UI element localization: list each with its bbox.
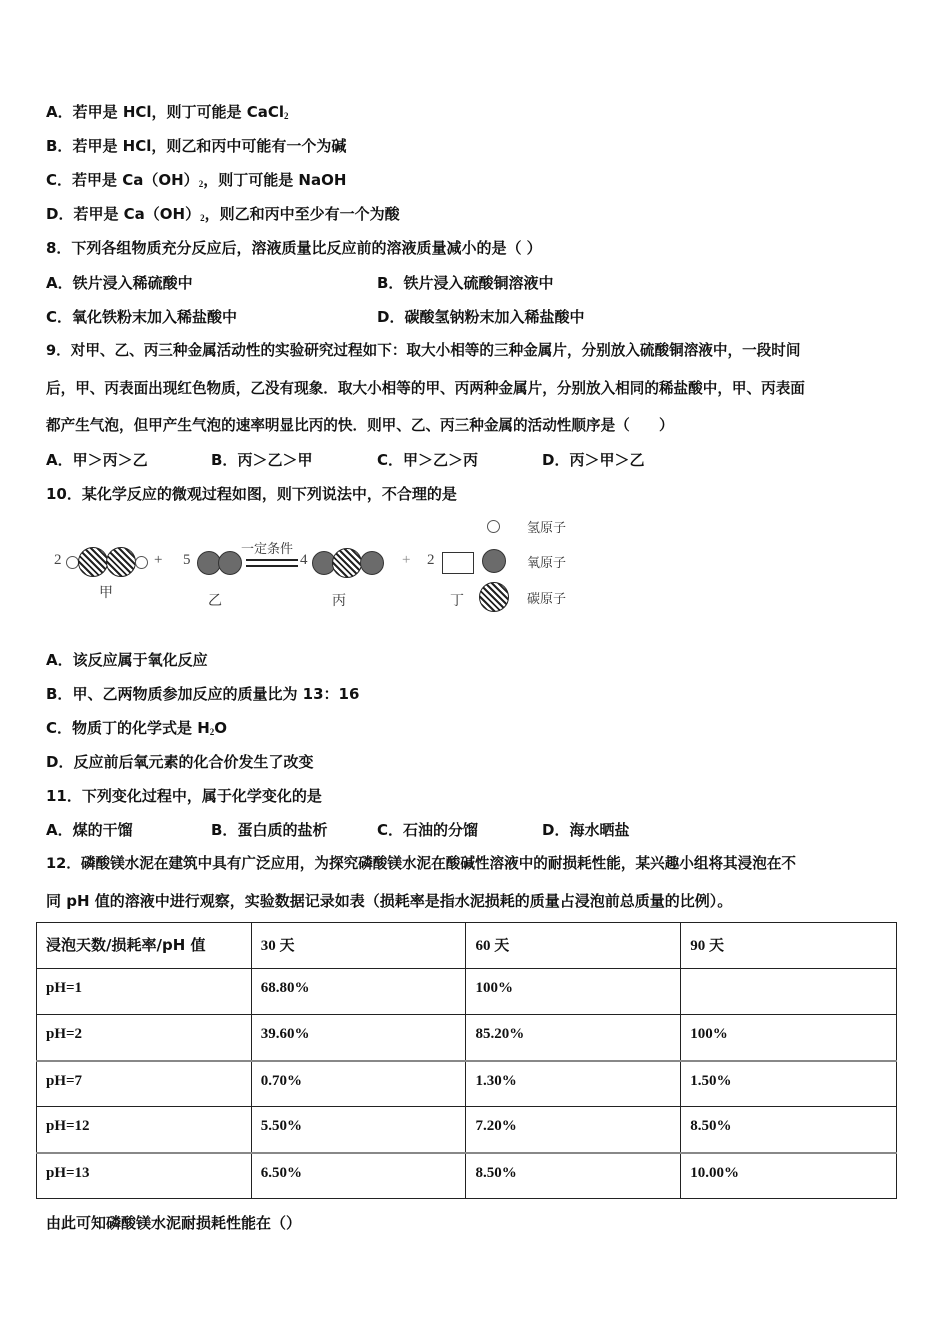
option-text-after: ，则丁可能是 NaOH (203, 171, 347, 189)
table-cell: 100% (681, 1015, 897, 1061)
coefficient-bing: 4 (300, 552, 308, 568)
q9-stem-line-2: 后，甲、丙表面出现红色物质，乙没有现象．取大小相等的甲、丙两种金属片，分别放入相同的稀盐酸中，甲、丙表面 (46, 380, 805, 397)
q10-option-c (46, 718, 227, 742)
table-header-cell: 60 天 (466, 923, 681, 969)
option-label: B． (46, 137, 73, 155)
reaction-diagram (46, 512, 606, 622)
option-text: 煤的干馏 (72, 821, 133, 839)
option-text: 丙＞乙＞甲 (237, 451, 313, 469)
label-ding: 丁 (450, 593, 464, 609)
q9-option-d (542, 450, 644, 470)
hydrogen-atom-icon (135, 556, 148, 569)
option-text: 碳酸氢钠粉末加入稀盐酸中 (404, 308, 585, 326)
table-cell (681, 969, 897, 1015)
subscript: 2 (200, 213, 205, 223)
option-label: D． (46, 205, 74, 223)
option-text: 若甲是 HCl，则乙和丙中可能有一个为碱 (72, 137, 347, 155)
option-text: 该反应属于氧化反应 (72, 651, 208, 669)
data-table (36, 922, 897, 1199)
option-text: 若甲是 Ca（OH） (73, 205, 201, 223)
option-label: C． (46, 171, 73, 189)
table-cell: pH=2 (37, 1015, 252, 1061)
q12-stem-line-1: 12．磷酸镁水泥在建筑中具有广泛应用，为探究磷酸镁水泥在酸碱性溶液中的耐损耗性能，某兴趣小组将其浸泡在不 (46, 855, 797, 872)
q9-option-b (211, 450, 312, 470)
q9-stem-line-3: 都产生气泡，但甲产生气泡的速率明显比丙的快．则甲、乙、丙三种金属的活动性顺序是（ ） (46, 417, 674, 434)
oxygen-atom-icon (218, 551, 242, 575)
option-text: 蛋白质的盐析 (237, 821, 328, 839)
option-label: C． (377, 451, 404, 469)
q12-conclusion: 由此可知磷酸镁水泥耐损耗性能在（） (46, 1214, 302, 1232)
table-header-cell: 浸泡天数/损耗率/pH 值 (37, 923, 252, 969)
option-label: D． (46, 753, 74, 771)
carbon-atom-icon (479, 582, 509, 612)
q11-option-a (46, 820, 133, 840)
table-cell: 5.50% (251, 1107, 466, 1153)
table-cell: pH=7 (37, 1061, 252, 1107)
option-text: 甲＞乙＞丙 (403, 451, 479, 469)
label-bing: 丙 (332, 593, 346, 609)
option-label: C． (377, 821, 404, 839)
option-text: 丙＞甲＞乙 (569, 451, 645, 469)
q9-option-c (377, 450, 478, 470)
legend-oxygen-label: 氧原子 (527, 556, 567, 571)
q7-option-d (46, 204, 400, 228)
hydrogen-atom-icon (487, 520, 500, 533)
coefficient-yi: 5 (183, 552, 191, 568)
option-label: D． (377, 308, 405, 326)
table-cell: pH=12 (37, 1107, 252, 1153)
table-cell: 100% (466, 969, 681, 1015)
q10-stem: 10．某化学反应的微观过程如图，则下列说法中，不合理的是 (46, 485, 457, 503)
table-row (37, 969, 897, 1015)
q7-option-c (46, 170, 346, 194)
q9-stem-line-1: 9．对甲、乙、丙三种金属活动性的实验研究过程如下：取大小相等的三种金属片，分别放入硫酸铜溶液中，一段时间 (46, 342, 801, 359)
q11-option-d (542, 820, 629, 840)
q8-option-d (377, 307, 584, 327)
option-label: A． (46, 274, 73, 292)
option-label: A． (46, 103, 73, 121)
option-text: 反应前后氧元素的化合价发生了改变 (73, 753, 314, 771)
q10-option-a (46, 650, 208, 670)
q10-option-b (46, 684, 359, 704)
legend-carbon-label: 碳原子 (527, 592, 567, 607)
subscript: 2 (198, 179, 204, 189)
table-cell: 10.00% (681, 1153, 897, 1199)
q7-option-b (46, 136, 346, 156)
option-label: A． (46, 821, 73, 839)
option-text: 铁片浸入硫酸铜溶液中 (403, 274, 554, 292)
q11-option-c (377, 820, 478, 840)
option-label: A． (46, 651, 73, 669)
table-cell: 0.70% (251, 1061, 466, 1107)
carbon-atom-icon (106, 547, 136, 577)
oxygen-atom-icon (360, 551, 384, 575)
table-cell: 68.80% (251, 969, 466, 1015)
table-cell: 8.50% (466, 1153, 681, 1199)
equals-line-bottom (246, 565, 298, 567)
option-text: 甲＞丙＞乙 (72, 451, 148, 469)
table-cell: 85.20% (466, 1015, 681, 1061)
oxygen-atom-icon (482, 549, 506, 573)
table-cell: pH=1 (37, 969, 252, 1015)
option-label: C． (46, 308, 73, 326)
table-cell: 1.30% (466, 1061, 681, 1107)
plus-sign: + (154, 552, 163, 568)
option-text: 若甲是 HCl，则丁可能是 CaCl (72, 103, 285, 121)
option-text-after: ，则乙和丙中至少有一个为酸 (204, 205, 400, 223)
subscript: 2 (284, 111, 289, 121)
equals-line-top (246, 559, 298, 561)
reaction-condition: 一定条件 (241, 542, 294, 557)
option-text: 铁片浸入稀硫酸中 (72, 274, 193, 292)
option-text: 若甲是 Ca（OH） (72, 171, 199, 189)
option-label: D． (542, 821, 570, 839)
table-header-cell: 30 天 (251, 923, 466, 969)
plus-sign: + (402, 552, 411, 568)
option-label: B． (211, 451, 238, 469)
q7-option-a (46, 102, 289, 126)
table-row (37, 1153, 897, 1199)
legend-hydrogen-label: 氢原子 (527, 521, 567, 536)
table-header-cell: 90 天 (681, 923, 897, 969)
option-text-after: O (214, 719, 228, 737)
table-header-row (37, 923, 897, 969)
table-cell: 8.50% (681, 1107, 897, 1153)
q12-stem-line-2: 同 pH 值的溶液中进行观察，实验数据记录如表（损耗率是指水泥损耗的质量占浸泡前总质量的比例）。 (46, 892, 733, 910)
option-label: C． (46, 719, 73, 737)
coefficient-jia: 2 (54, 552, 62, 568)
q10-option-d (46, 752, 313, 772)
table-cell: 7.20% (466, 1107, 681, 1153)
option-label: A． (46, 451, 73, 469)
label-jia: 甲 (99, 585, 113, 601)
option-label: B． (377, 274, 404, 292)
option-text: 氧化铁粉末加入稀盐酸中 (72, 308, 238, 326)
q8-option-b (377, 273, 553, 293)
coefficient-ding: 2 (427, 552, 435, 568)
q11-option-b (211, 820, 327, 840)
q11-stem: 11．下列变化过程中，属于化学变化的是 (46, 787, 322, 805)
option-label: B． (46, 685, 73, 703)
subscript: 2 (209, 727, 215, 737)
table-row (37, 1107, 897, 1153)
table-row (37, 1061, 897, 1107)
q8-option-a (46, 273, 193, 293)
carbon-atom-icon (78, 547, 108, 577)
unknown-molecule-box (442, 552, 474, 574)
table-cell: 1.50% (681, 1061, 897, 1107)
q8-stem: 8．下列各组物质充分反应后，溶液质量比反应前的溶液质量减小的是（ ） (46, 239, 542, 257)
option-text: 石油的分馏 (403, 821, 479, 839)
table-cell: pH=13 (37, 1153, 252, 1199)
q8-option-c (46, 307, 237, 327)
label-yi: 乙 (208, 593, 222, 609)
option-label: B． (211, 821, 238, 839)
table-cell: 6.50% (251, 1153, 466, 1199)
option-text: 甲、乙两物质参加反应的质量比为 13：16 (72, 685, 360, 703)
table-row (37, 1015, 897, 1061)
option-text: 海水晒盐 (569, 821, 630, 839)
carbon-atom-icon (332, 548, 362, 578)
table-cell: 39.60% (251, 1015, 466, 1061)
option-text: 物质丁的化学式是 H (72, 719, 210, 737)
q9-option-a (46, 450, 148, 470)
option-label: D． (542, 451, 570, 469)
